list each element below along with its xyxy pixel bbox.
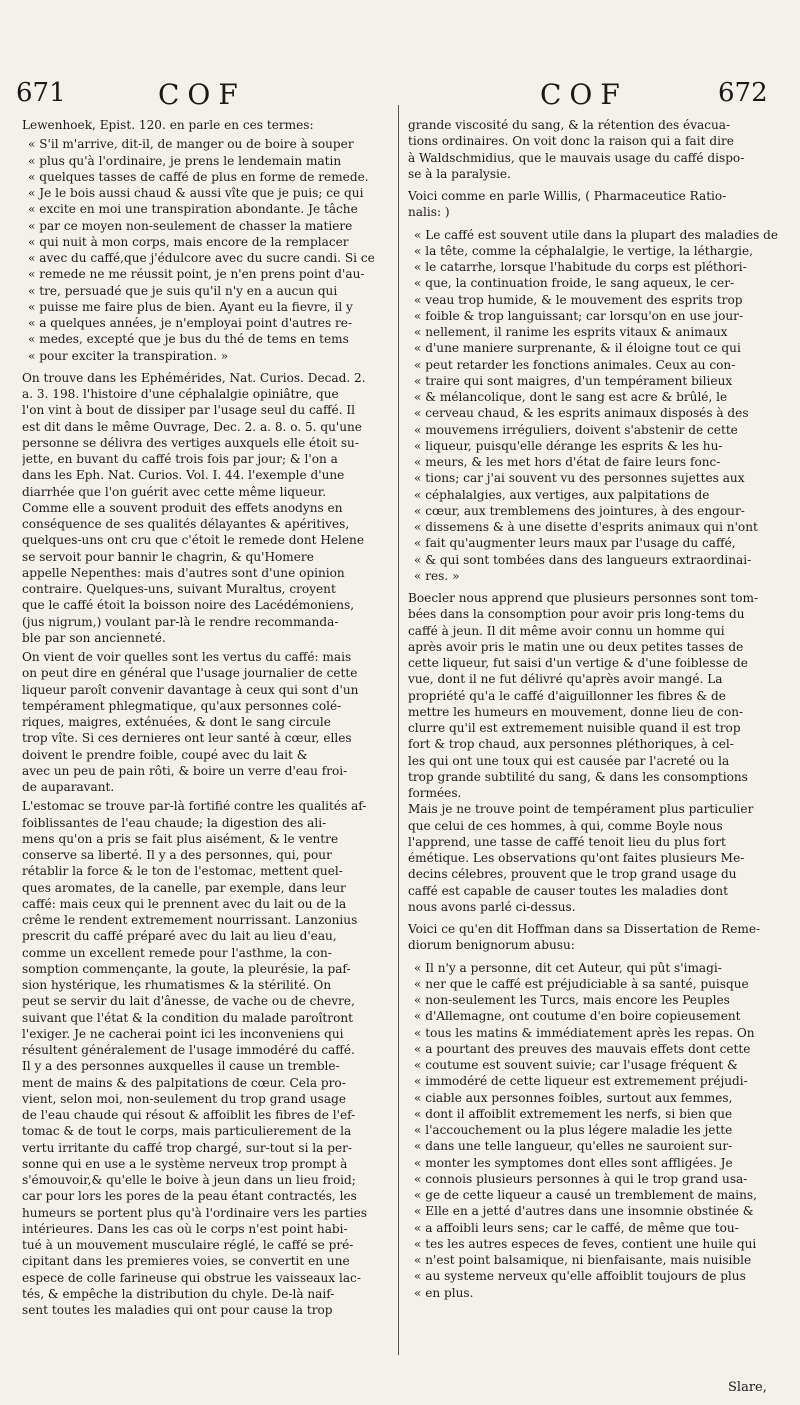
text-line: « par ce moyen non-seulement de chasser la matiere — [28, 218, 353, 233]
text-line: « coutume est souvent suivie; car l'usage fréquent & — [414, 1058, 738, 1072]
text-line: mens qu'on a pris se fait plus aisément, & le ventre — [22, 831, 339, 846]
text-line: Voici ce qu'en dit Hoffman dans sa Dissertation de Reme- — [408, 922, 761, 936]
text-line: « en plus. — [414, 1285, 474, 1300]
text-line: a. 3. 198. l'histoire d'une céphalalgie opiniâtre, que — [22, 387, 339, 401]
text-line: somption commençante, la goute, la pleurésie, la paf- — [22, 961, 351, 976]
text-line: liqueur paroît convenir davantage à ceux qui sont d'un — [22, 682, 359, 697]
text-line: résultent généralement de l'usage immodéré du caffé. — [22, 1043, 355, 1057]
text-line: tué à un mouvement musculaire réglé, le caffé se pré- — [22, 1238, 354, 1252]
text-line: tés, & empêche la distribution du chyle. De-là naif- — [22, 1286, 335, 1301]
text-line: intérieures. Dans les cas où le corps n'est point habi- — [22, 1221, 348, 1236]
text-line: sion hystérique, les rhumatismes & la stérilité. On — [22, 978, 332, 992]
text-line: vient, selon moi, non-seulement du trop grand usage — [22, 1091, 346, 1106]
text-line: « & mélancolique, dont le sang est acre & brûlé, le — [414, 390, 728, 404]
text-line: appelle Nepenthes: mais d'autres sont d'une opinion — [22, 565, 345, 580]
text-line: Il y a des personnes auxquelles il cause un tremble- — [22, 1059, 340, 1074]
text-line: Comme elle a souvent produit des effets anodyns en — [22, 500, 343, 515]
text-line: « a quelques années, je n'employai point d'autres re- — [28, 316, 353, 330]
left-intro-paragraph — [22, 117, 390, 133]
text-line: « nellement, il ranime les esprits vitaux & animaux — [414, 325, 728, 339]
text-line: « mouvemens irréguliers, doivent s'abstenir de cette — [414, 422, 738, 437]
text-line: Lewenhoek, Epist. 120. en parle en ces termes: — [22, 118, 314, 132]
text-line: « a affoibli leurs sens; car le caffé, de même que tou- — [414, 1220, 739, 1235]
right-running-head: COF — [540, 78, 628, 111]
text-line: peut se servir du lait d'ânesse, de vache ou de chevre, — [22, 994, 355, 1009]
text-line: que le caffé étoit la boisson noire des Lacédémoniens, — [22, 598, 355, 613]
text-line: « d'Allemagne, ont coutume d'en boire copieusement — [414, 1009, 741, 1024]
text-line: « & qui sont tombées dans des langueurs extraordinai- — [414, 552, 752, 567]
text-line: « veau trop humide, & le mouvement des esprits trop — [414, 292, 743, 307]
text-line: après avoir pris le matin une ou deux petites tasses de — [408, 639, 744, 654]
left-column — [22, 117, 390, 1318]
text-line: conserve sa liberté. Il y a des personnes, qui, pour — [22, 848, 332, 862]
text-line: On vient de voir quelles sont les vertus du caffé: mais — [22, 650, 352, 664]
text-line: caffé: mais ceux qui le prennent avec du lait ou de la — [22, 896, 347, 911]
text-line: ble par son ancienneté. — [22, 630, 166, 645]
text-line: « remede ne me réussit point, je n'en prens point d'au- — [28, 267, 365, 282]
text-line: « Elle en a jetté d'autres dans une insomnie obstinée & — [414, 1204, 754, 1219]
left-running-head: COF — [158, 78, 246, 111]
text-line: rétablir la force & le ton de l'estomac, mettent quel- — [22, 864, 343, 879]
text-line: avec un peu de pain rôti, & boire un verre d'eau froi- — [22, 763, 348, 778]
column-divider — [398, 105, 399, 1355]
right-paragraph-viscosite — [408, 117, 778, 182]
text-line: dans les Eph. Nat. Curios. Vol. I. 44. l'exemple d'une — [22, 468, 345, 483]
text-line: « cerveau chaud, & les esprits animaux disposés à des — [414, 406, 749, 421]
text-line: bées dans la consomption pour avoir pris long-tems du — [408, 607, 745, 622]
text-line: prescrit du caffé préparé avec du lait au lieu d'eau, — [22, 929, 337, 944]
text-line: « ner que le caffé est préjudiciable à sa santé, puisque — [414, 976, 749, 991]
right-column — [408, 117, 778, 1301]
text-line: diorum benignorum abusu: — [408, 938, 575, 953]
text-line: nous avons parlé ci-dessus. — [408, 899, 576, 914]
text-line: contraire. Quelques-uns, suivant Muraltus, croyent — [22, 582, 336, 596]
text-line: trop grande subtilité du sang, & dans les consomptions — [408, 769, 748, 784]
text-line: « tous les matins & immédiatement après les repas. On — [414, 1025, 755, 1040]
text-line: s'émouvoir,& qu'elle le boive à jeun dans un lieu froid; — [22, 1173, 356, 1187]
text-line: « tes les autres especes de feves, contient une huile qui — [414, 1236, 757, 1251]
text-line: trop vîte. Si ces dernieres ont leur santé à cœur, elles — [22, 731, 352, 746]
text-line: formées. — [408, 786, 462, 800]
text-line: vertu irritante du caffé trop chargé, sur-tout si la per- — [22, 1140, 352, 1155]
text-line: propriété qu'a le caffé d'aiguillonner les fibres & de — [408, 688, 726, 703]
text-line: sonne qui en use a le système nerveux trop prompt à — [22, 1156, 348, 1171]
right-quote-willis — [414, 227, 778, 585]
text-line: émétique. Les observations qu'ont faites plusieurs Me- — [408, 851, 745, 865]
text-line: caffé est capable de causer toutes les maladies dont — [408, 883, 729, 898]
text-line: Boecler nous apprend que plusieurs personnes sont tom- — [408, 591, 759, 605]
text-line: de auparavant. — [22, 780, 115, 794]
text-line: suivant que l'état & la condition du malade paroîtront — [22, 1010, 354, 1025]
catchword: Slare, — [728, 1380, 767, 1395]
text-line: se à la paralysie. — [408, 166, 511, 181]
text-line: riques, maigres, exténuées, & dont le sang circule — [22, 715, 331, 729]
text-line: doivent le prendre foible, coupé avec du lait & — [22, 747, 308, 762]
right-page-number: 672 — [718, 78, 768, 108]
text-line: « connois plusieurs personnes à qui le trop grand usa- — [414, 1171, 748, 1186]
left-paragraph-estomac — [22, 798, 390, 1318]
text-line: tions ordinaires. On voit donc la raison qui a fait dire — [408, 134, 734, 149]
text-line: nalis: ) — [408, 205, 450, 220]
left-paragraph-vertus — [22, 649, 390, 795]
text-line: tempérament phlegmatique, qu'aux personnes colé- — [22, 698, 342, 713]
text-line: vue, dont il ne fut délivré qu'après avoir mangé. La — [408, 672, 723, 687]
text-line: « peut retarder les fonctions animales. Ceux au con- — [414, 357, 736, 372]
text-line: cette liqueur, fut saisi d'un vertige & d'une foiblesse de — [408, 656, 748, 670]
text-line: jette, en buvant du caffé trois fois par jour; & l'on a — [22, 452, 338, 466]
text-line: « S'il m'arrive, dit-il, de manger ou de boire à souper — [28, 137, 354, 152]
text-line: « Il n'y a personne, dit cet Auteur, qui pût s'imagi- — [414, 960, 722, 975]
text-line: « monter les symptomes dont elles sont affligées. Je — [414, 1155, 733, 1170]
text-line: « le catarrhe, lorsque l'habitude du corps est pléthori- — [414, 260, 747, 274]
left-paragraph-ephemerides — [22, 370, 390, 646]
text-line: « Le caffé est souvent utile dans la plupart des maladies de — [414, 227, 778, 242]
text-line: que celui de ces hommes, à qui, comme Boyle nous — [408, 818, 723, 833]
text-line: « a pourtant des preuves des mauvais effets dont cette — [414, 1041, 751, 1056]
text-line: quelques-uns ont cru que c'étoit le remede dont Helene — [22, 533, 364, 548]
text-line: personne se délivra des vertiges auxquels elle étoit su- — [22, 435, 359, 450]
text-line: decins célebres, prouvent que le trop grand usage du — [408, 867, 737, 882]
text-line: tomac & de tout le corps, mais particulierement de la — [22, 1124, 352, 1139]
text-line: « ge de cette liqueur a causé un tremblement de mains, — [414, 1188, 757, 1202]
text-line: « avec du caffé,que j'édulcore avec du sucre candi. Si ce — [28, 251, 375, 265]
text-line: Voici comme en parle Willis, ( Pharmaceutice Ratio- — [408, 189, 727, 203]
text-line: clurre qu'il est extremement nuisible quand il est trop — [408, 721, 741, 735]
text-line: « traire qui sont maigres, d'un tempérament bilieux — [414, 373, 733, 388]
right-paragraph-willis — [408, 188, 778, 221]
text-line: mettre les humeurs en mouvement, donne lieu de con- — [408, 704, 744, 719]
text-line: se servoit pour bannir le chagrin, & qu'Homere — [22, 549, 314, 564]
text-line: comme un excellent remede pour l'asthme, la con- — [22, 945, 332, 960]
text-line: l'apprend, une tasse de caffé tenoit lieu du plus fort — [408, 834, 726, 849]
text-line: l'exiger. Je ne cacherai point ici les inconveniens qui — [22, 1026, 344, 1041]
text-line: caffé à jeun. Il dit même avoir connu un homme qui — [408, 623, 725, 638]
left-quote-lewenhoek — [28, 136, 390, 364]
text-line: est dit dans le même Ouvrage, Dec. 2. a. 8. o. 5. qu'une — [22, 419, 362, 434]
text-line: grande viscosité du sang, & la rétention des évacua- — [408, 118, 731, 132]
text-line: « plus qu'à l'ordinaire, je prens le lendemain matin — [28, 153, 342, 168]
text-line: Mais je ne trouve point de tempérament plus particulier — [408, 802, 754, 817]
text-line: car pour lors les pores de la peau étant contractés, les — [22, 1189, 357, 1204]
right-quote-hoffman — [414, 960, 778, 1301]
text-line: « medes, excepté que je bus du thé de tems en tems — [28, 332, 349, 347]
text-line: « puisse me faire plus de bien. Ayant eu la fievre, il y — [28, 299, 353, 314]
text-line: espece de colle farineuse qui obstrue les vaisseaux lac- — [22, 1270, 361, 1285]
text-line: « que, la continuation froide, le sang aqueux, le cer- — [414, 276, 735, 291]
text-line: à Waldschmidius, que le mauvais usage du caffé dispo- — [408, 150, 745, 165]
text-line: « au systeme nerveux qu'elle affoiblit toujours de plus — [414, 1269, 746, 1284]
text-line: « n'est point balsamique, ni bienfaisante, mais nuisible — [414, 1253, 752, 1267]
text-line: « qui nuit à mon corps, mais encore de la remplacer — [28, 234, 349, 249]
text-line: « immodéré de cette liqueur est extremement préjudi- — [414, 1074, 748, 1089]
text-line: « tre, persuadé que je suis qu'il n'y en a aucun qui — [28, 283, 338, 298]
text-line: cipitant dans les premieres voies, se convertit en une — [22, 1254, 350, 1269]
text-line: « quelques tasses de caffé de plus en forme de remede. — [28, 169, 369, 184]
right-paragraph-hoffman — [408, 921, 778, 954]
text-line: humeurs se portent plus qu'à l'ordinaire vers les parties — [22, 1205, 367, 1220]
text-line: foiblissantes de l'eau chaude; la digestion des ali- — [22, 815, 327, 830]
text-line: ques aromates, de la canelle, par exemple, dans leur — [22, 880, 346, 895]
text-line: fort & trop chaud, aux personnes pléthoriques, à cel- — [408, 737, 734, 752]
text-line: « dont il affoiblit extremement les nerfs, si bien que — [414, 1106, 733, 1121]
text-line: « dissemens & à une disette d'esprits animaux qui n'ont — [414, 520, 758, 534]
text-line: « pour exciter la transpiration. » — [28, 348, 229, 363]
text-line: les qui ont une toux qui est causée par l'acreté ou la — [408, 753, 730, 768]
left-page-number: 671 — [16, 78, 66, 108]
text-line: L'estomac se trouve par-là fortifié contre les qualités af- — [22, 799, 367, 814]
text-line: « céphalalgies, aux vertiges, aux palpitations de — [414, 487, 710, 502]
right-paragraph-boyle — [408, 801, 778, 915]
text-line: « tions; car j'ai souvent vu des personnes sujettes aux — [414, 471, 745, 486]
text-line: (jus nigrum,) voulant par-là le rendre recommanda- — [22, 614, 339, 629]
text-line: « fait qu'augmenter leurs maux par l'usage du caffé, — [414, 536, 736, 551]
text-line: « Je le bois aussi chaud & aussi vîte que je puis; ce qui — [28, 186, 364, 200]
text-line: on peut dire en général que l'usage journalier de cette — [22, 666, 358, 681]
text-line: ment de mains & des palpitations de cœur. Cela pro- — [22, 1075, 346, 1090]
text-line: « non-seulement les Turcs, mais encore les Peuples — [414, 993, 730, 1007]
text-line: « la tête, comme la céphalalgie, le vertige, la léthargie, — [414, 243, 754, 258]
text-line: « l'accouchement ou la plus légere maladie les jette — [414, 1123, 733, 1137]
text-line: de l'eau chaude qui résout & affoiblit les fibres de l'ef- — [22, 1108, 356, 1122]
text-line: « foible & trop languissant; car lorsqu'on en use jour- — [414, 308, 744, 323]
text-line: conséquence de ses qualités délayantes & apéritives, — [22, 517, 350, 531]
text-line: On trouve dans les Ephémérides, Nat. Curios. Decad. 2. — [22, 370, 366, 385]
text-line: diarrhée que l'on guérit avec cette même liqueur. — [22, 484, 327, 499]
right-paragraph-boecler — [408, 590, 778, 801]
text-line: crême le rendent extremement nourrissant. Lanzonius — [22, 913, 358, 927]
text-line: « d'une maniere surprenante, & il éloigne tout ce qui — [414, 341, 741, 356]
text-line: « res. » — [414, 568, 460, 583]
text-line: l'on vint à bout de dissiper par l'usage seul du caffé. Il — [22, 403, 356, 418]
text-line: « cœur, aux tremblemens des jointures, à des engour- — [414, 503, 745, 518]
text-line: « ciable aux personnes foibles, surtout aux femmes, — [414, 1090, 733, 1105]
text-line: sent toutes les maladies qui ont pour cause la trop — [22, 1303, 333, 1317]
text-line: « excite en moi une transpiration abondante. Je tâche — [28, 202, 358, 217]
text-line: « dans une telle langueur, qu'elles ne sauroient sur- — [414, 1139, 733, 1154]
text-line: « liqueur, puisqu'elle dérange les esprits & les hu- — [414, 438, 723, 453]
text-line: « meurs, & les met hors d'état de faire leurs fonc- — [414, 455, 721, 469]
